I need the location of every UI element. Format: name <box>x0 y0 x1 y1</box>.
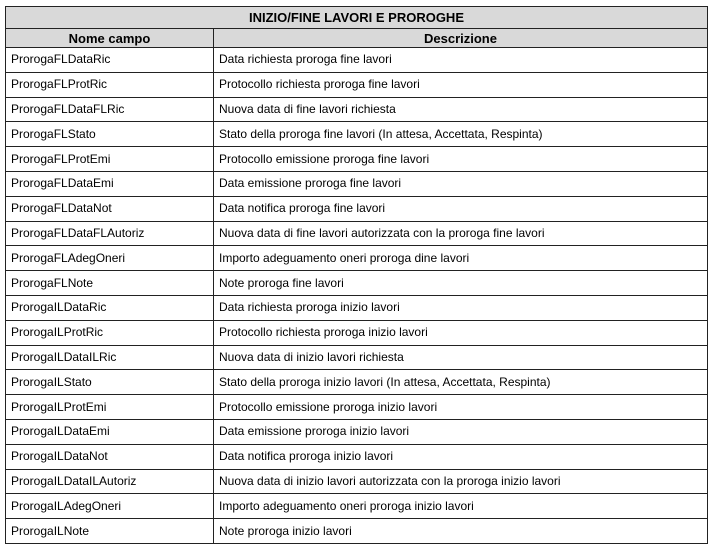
description-cell: Protocollo richiesta proroga fine lavori <box>214 72 708 97</box>
column-header-description: Descrizione <box>214 29 708 48</box>
table-row <box>6 171 708 196</box>
field-name-cell: ProrogaILDataRic <box>6 295 214 320</box>
field-name-cell: ProrogaILDataNot <box>6 444 214 469</box>
table-row <box>6 196 708 221</box>
description-cell: Protocollo emissione proroga fine lavori <box>214 147 708 172</box>
table-row <box>6 419 708 444</box>
description-cell: Importo adeguamento oneri proroga inizio lavori <box>214 494 708 519</box>
table-title-row <box>6 7 708 29</box>
description-cell: Nuova data di inizio lavori autorizzata con la proroga inizio lavori <box>214 469 708 494</box>
description-cell: Nuova data di fine lavori richiesta <box>214 97 708 122</box>
table-row <box>6 246 708 271</box>
table-row <box>6 72 708 97</box>
document-table-container <box>5 6 707 544</box>
description-cell: Stato della proroga inizio lavori (In attesa, Accettata, Respinta) <box>214 370 708 395</box>
table-row <box>6 395 708 420</box>
column-header-field-name: Nome campo <box>6 29 214 48</box>
table-row <box>6 519 708 544</box>
table-row <box>6 345 708 370</box>
table-row <box>6 444 708 469</box>
field-name-cell: ProrogaFLDataFLRic <box>6 97 214 122</box>
table-row <box>6 147 708 172</box>
description-cell: Data emissione proroga fine lavori <box>214 171 708 196</box>
field-name-cell: ProrogaFLProtEmi <box>6 147 214 172</box>
table-row <box>6 221 708 246</box>
field-name-cell: ProrogaILProtRic <box>6 320 214 345</box>
description-cell: Nuova data di inizio lavori richiesta <box>214 345 708 370</box>
table-row <box>6 494 708 519</box>
table-row <box>6 48 708 73</box>
field-name-cell: ProrogaFLAdegOneri <box>6 246 214 271</box>
description-cell: Nuova data di fine lavori autorizzata con la proroga fine lavori <box>214 221 708 246</box>
table-row <box>6 122 708 147</box>
field-name-cell: ProrogaILAdegOneri <box>6 494 214 519</box>
table-row <box>6 97 708 122</box>
table-row <box>6 469 708 494</box>
table-title: INIZIO/FINE LAVORI E PROROGHE <box>6 7 708 29</box>
description-cell: Data richiesta proroga inizio lavori <box>214 295 708 320</box>
field-name-cell: ProrogaFLDataEmi <box>6 171 214 196</box>
description-cell: Protocollo richiesta proroga inizio lavori <box>214 320 708 345</box>
field-name-cell: ProrogaILDataILAutoriz <box>6 469 214 494</box>
table-row <box>6 295 708 320</box>
description-cell: Importo adeguamento oneri proroga dine lavori <box>214 246 708 271</box>
field-name-cell: ProrogaILDataEmi <box>6 419 214 444</box>
field-name-cell: ProrogaFLProtRic <box>6 72 214 97</box>
description-cell: Data notifica proroga fine lavori <box>214 196 708 221</box>
table-row <box>6 370 708 395</box>
description-cell: Note proroga fine lavori <box>214 271 708 296</box>
field-name-cell: ProrogaFLNote <box>6 271 214 296</box>
table-row <box>6 271 708 296</box>
description-cell: Protocollo emissione proroga inizio lavori <box>214 395 708 420</box>
field-name-cell: ProrogaFLDataNot <box>6 196 214 221</box>
field-name-cell: ProrogaILDataILRic <box>6 345 214 370</box>
table-row <box>6 320 708 345</box>
description-cell: Data richiesta proroga fine lavori <box>214 48 708 73</box>
description-cell: Data emissione proroga inizio lavori <box>214 419 708 444</box>
fields-table <box>5 6 708 544</box>
description-cell: Stato della proroga fine lavori (In attesa, Accettata, Respinta) <box>214 122 708 147</box>
field-name-cell: ProrogaILStato <box>6 370 214 395</box>
field-name-cell: ProrogaFLDataFLAutoriz <box>6 221 214 246</box>
field-name-cell: ProrogaFLStato <box>6 122 214 147</box>
field-name-cell: ProrogaILNote <box>6 519 214 544</box>
description-cell: Note proroga inizio lavori <box>214 519 708 544</box>
field-name-cell: ProrogaFLDataRic <box>6 48 214 73</box>
description-cell: Data notifica proroga inizio lavori <box>214 444 708 469</box>
table-body <box>6 48 708 544</box>
table-header-row <box>6 29 708 48</box>
field-name-cell: ProrogaILProtEmi <box>6 395 214 420</box>
